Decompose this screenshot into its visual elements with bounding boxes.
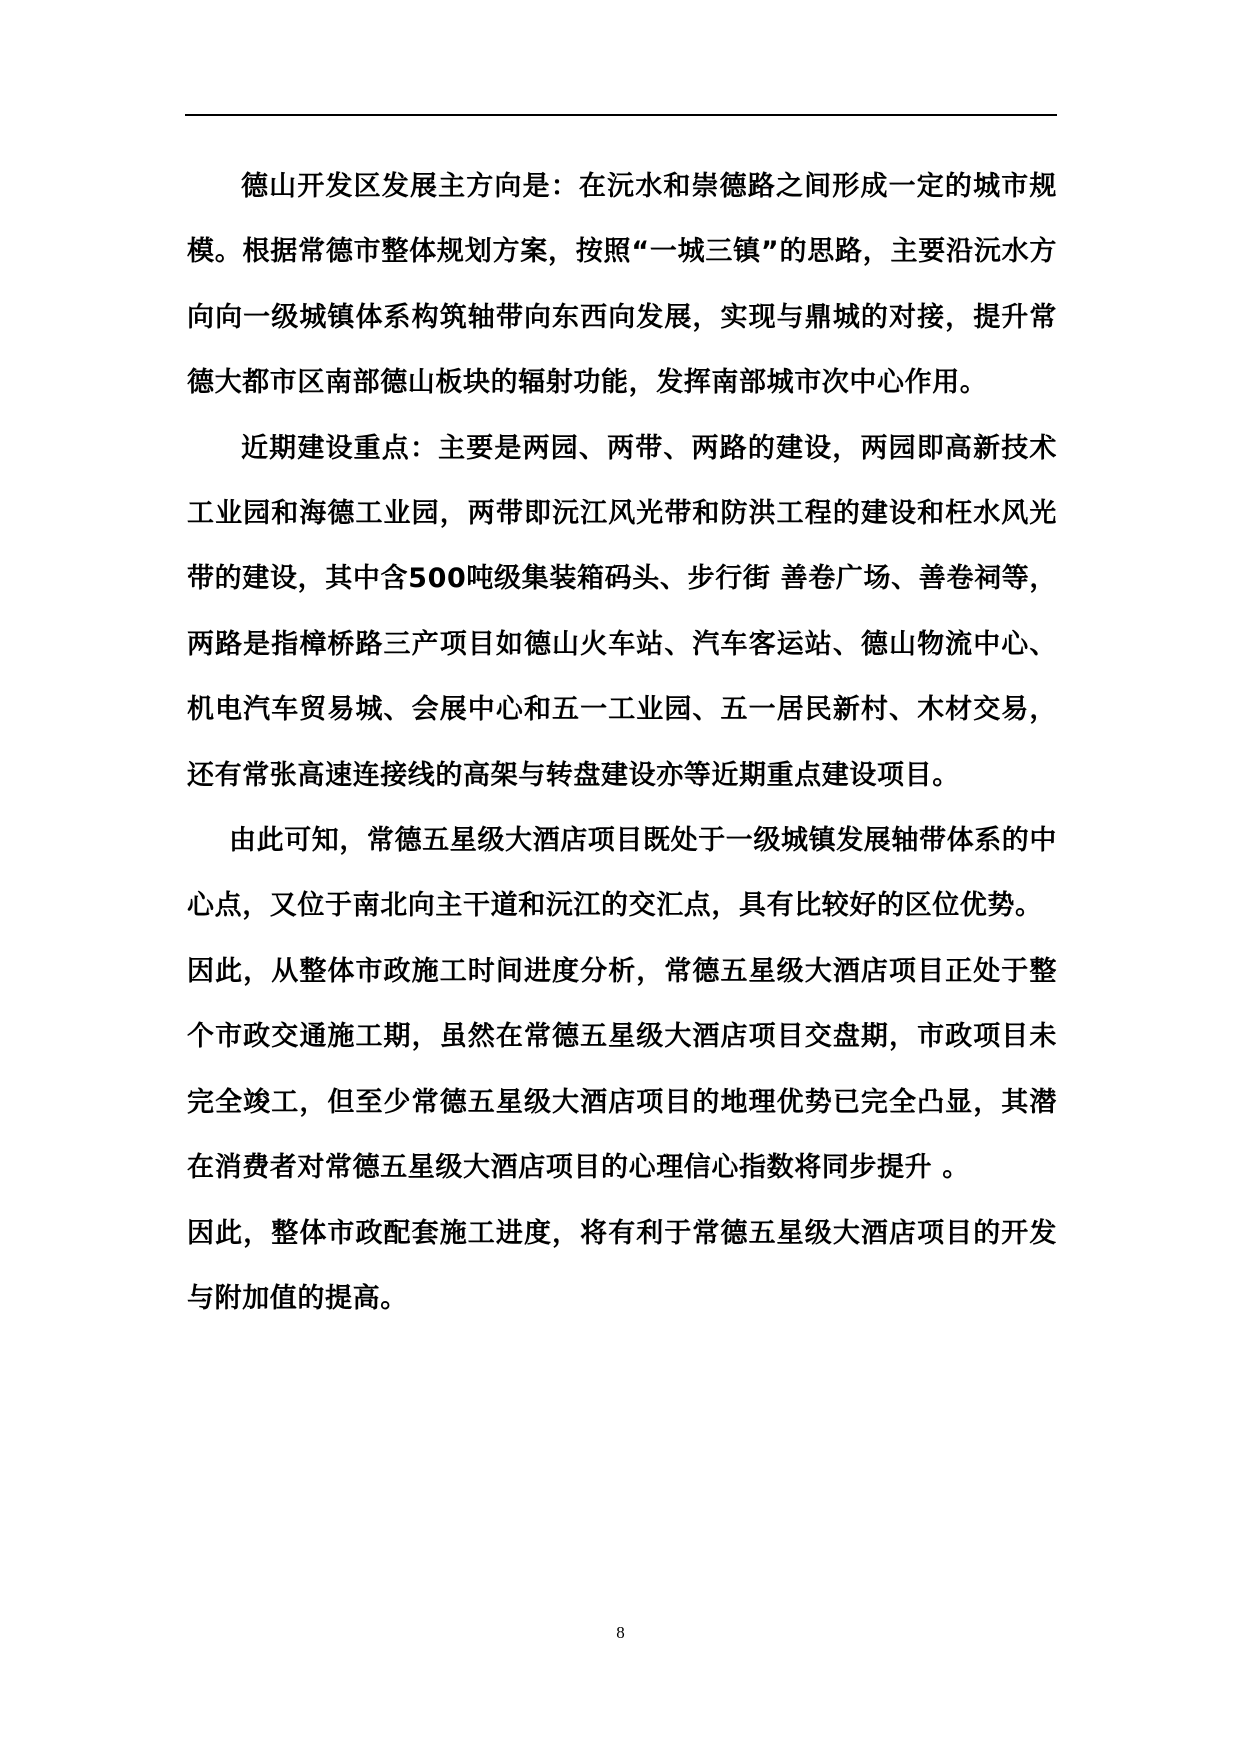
paragraph-development-direction: 德山开发区发展主方向是：在沅水和崇德路之间形成一定的城市规模。根据常德市整体规划方案，按照“一城三镇”的思路，主要沿沅水方向向一级城镇体系构筑轴带向东西向发展，实现与鼎城的对接，提升常德大都市区南部德山板块的辐射功能，发挥南部城市次中心作用。 [187,171,1057,399]
header-rule [185,114,1057,116]
paragraph-municipal-progress: 因此，从整体市政施工时间进度分析，常德五星级大酒店项目正处于整个市政交通施工期，虽然在常德五星级大酒店项目交盘期，市政项目未完全竣工，但至少常德五星级大酒店项目的地理优势已完全凸显，其潜在消费者对常德五星级大酒店项目的心理信心指数将同步提升 。 [187,955,1057,1184]
paragraph-conclusion: 因此，整体市政配套施工进度，将有利于常德五星级大酒店项目的开发与附加值的提高。 [187,1217,1057,1314]
page-number: 8 [616,1623,625,1642]
document-body [187,154,1057,1331]
paragraph-location-advantage: 由此可知，常德五星级大酒店项目既处于一级城镇发展轴带体系的中心点，又位于南北向主干道和沅江的交汇点，具有比较好的区位优势。 [187,825,1057,922]
paragraph-construction-priorities: 近期建设重点：主要是两园、两带、两路的建设，两园即高新技术工业园和海德工业园，两带即沅江风光带和防洪工程的建设和枉水风光带的建设，其中含500吨级集装箱码头、步行街 善卷广场、善卷祠等，两路是指樟桥路三产项目如德山火车站、汽车客运站、德山物流中心、机电汽车贸易城、会展中心和五一工业园、五一居民新村、木材交易，还有常张高速连接线的高架与转盘建设亦等近期重点建设项目。 [187,432,1057,791]
